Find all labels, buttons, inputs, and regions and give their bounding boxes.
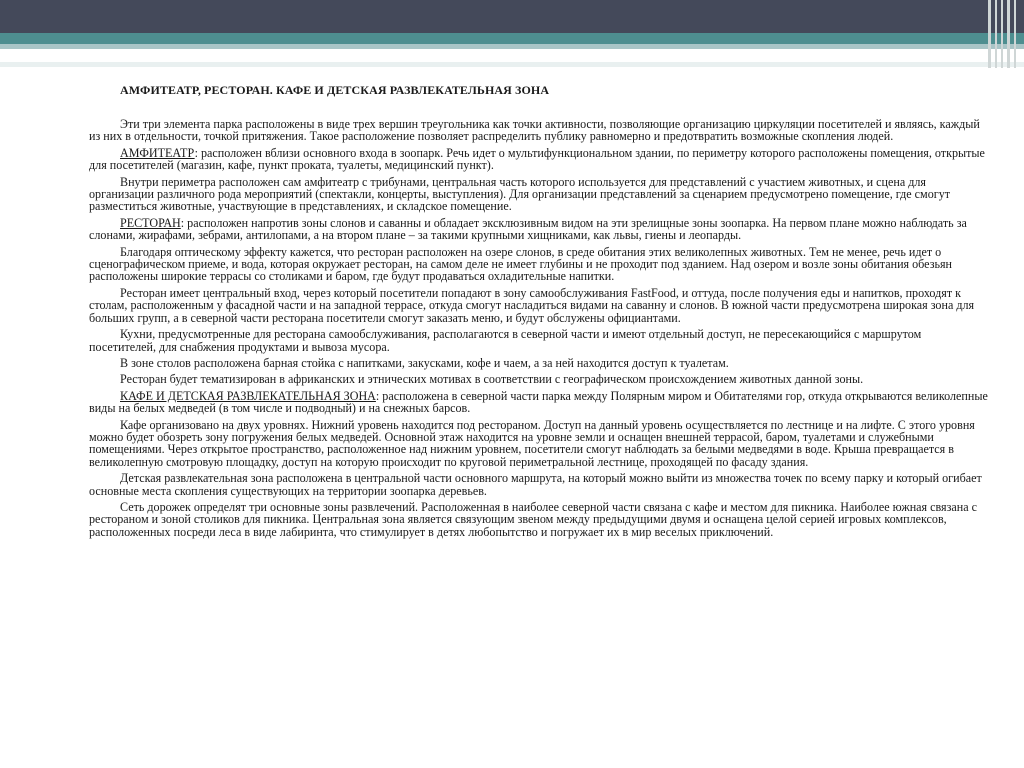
section-heading-cafe-kids-zone: КАФЕ И ДЕТСКАЯ РАЗВЛЕКАТЕЛЬНАЯ ЗОНА [120,388,376,403]
paragraph [89,373,989,385]
paragraph [89,328,989,353]
paragraph [89,472,989,497]
paragraph-text: Кафе организовано на двух уровнях. Нижний уровень находится под рестораном. Доступ на данный уровень осуществляется по лестнице и на лифте. С этого уровня можно будет обозреть зону погружения белых медведей. Основной этаж находится на уровне земли и оснащен внешней террасой, баром, туалетами и служебными помещениями. Через открытое пространство, расположенное над нижним уровнем, посетители смогут наблюдать за белыми медведями в воде. Крыша превращается в великолепную смотровую площадку, доступ на которую происходит по круговой периметральной лестнице, проходящей по фасаду здания. [89,417,975,469]
slide-content [89,80,989,542]
paragraph [89,147,989,172]
header-teal-band [0,33,1024,44]
paragraph [89,357,989,369]
paragraph-text: : расположен напротив зоны слонов и саванны и обладает эксклюзивным видом на эти зрелищные зоны зоопарка. На первом плане можно наблюдать за слонами, жирафами, зебрами, антилопами, а на втором плане – за такими крупными хищниками, как львы, гиены и леопарды. [89,215,967,243]
paragraph [89,390,989,415]
paragraph-text: Эти три элемента парка расположены в виде трех вершин треугольника как точки активности, позволяющие организацию циркуляции посетителей и являясь, каждый из них в отдельности, точкой притяжения. Такое расположение позволяет распределить публику равномерно и предотвратить возможные скопления людей. [89,117,980,144]
paragraph-text: Ресторан имеет центральный вход, через который посетители попадают в зону самообслуживания FastFood, и оттуда, после получения еды и напитков, проходят к столам, расположенным у фасадной части и на западной террасе, откуда смогут насладиться видами на саванну и слонов. В южной части предусмотрена широкая зона для больших групп, а в северной части ресторана посетители смогут заказать меню, и будут обслужены официантами. [89,285,975,325]
paragraph-text: Внутри периметра расположен сам амфитеатр с трибунами, центральная часть которого используется для представлений с участием животных, и сцена для организации различного рода мероприятий (спектакли, концерты, выступления). Для организации представлений за сценарием предусмотрено помещение, где смогут разместиться животные, участвующие в представлениях, и складское помещение. [89,174,951,214]
header-dark-bar [0,0,1024,33]
paragraph-text: В зоне столов расположена барная стойка с напитками, закусками, кофе и чаем, а за ней находится доступ к туалетам. [120,355,729,370]
paragraph-text: Благодаря оптическому эффекту кажется, что ресторан расположен на озере слонов, в среде обитания этих великолепных животных. Тем не менее, речь идет о сценографическом приеме, и вода, которая окружает ресторан, на самом деле не имеет глубины и не проходит под зданием. Над озером и возле зоны обитания обезьян расположены широкие террасы со столиками и баром, где будут продаваться охладительные напитки. [89,244,953,284]
paragraph-text: : расположена в северной части парка между Полярным миром и Обитателями гор, откуда открываются великолепные виды на белых медведей (в том числе и подводный) и на снежных барсов. [89,388,988,416]
paragraph [89,419,989,469]
header-decorative-lines [986,0,1024,68]
paragraph [89,287,989,324]
section-heading-restaurant: РЕСТОРАН [120,215,181,230]
header-light-strip [0,62,1024,67]
paragraph [89,246,989,283]
section-heading-amphitheater: АМФИТЕАТР [120,145,195,160]
paragraph-text: Кухни, предусмотренные для ресторана самообслуживания, располагаются в северной части и имеют отдельный доступ, не пересекающийся с маршрутом посетителей, для снабжения продуктами и вывоза мусора. [89,327,922,354]
paragraph-text: Ресторан будет тематизирован в африканских и этнических мотивах в соответствии с географическом происхождением животных данной зоны. [120,372,864,387]
paragraph [89,118,989,143]
paragraph [89,501,989,538]
paragraph [89,217,989,242]
slide-title: АМФИТЕАТР, РЕСТОРАН. КАФЕ И ДЕТСКАЯ РАЗВЛЕКАТЕЛЬНАЯ ЗОНА [120,83,550,97]
paragraph [89,176,989,213]
paragraph-text: : расположен вблизи основного входа в зоопарк. Речь идет о мультифункциональном здании, по периметру которого расположены помещения, открытые для посетителей (магазин, кафе, пункт проката, туалеты, медицинский пункт). [89,145,985,173]
header-pale-band [0,44,1024,49]
paragraph-text: Сеть дорожек определят три основные зоны развлечений. Расположенная в наиболее северной части связана с кафе и местом для пикника. Наиболее южная связана с рестораном и зоной столиков для пикника. Центральная зона является связующим звеном между предыдущими двумя и оснащена целой серией игровых комплексов, расположенных посреди леса в виде лабиринта, что стимулирует в детях любопытство и погружает их в мир веселых приключений. [89,499,977,539]
paragraph-text: Детская развлекательная зона расположена в центральной части основного маршрута, на который можно выйти из множества точек по всему парку и который огибает основные места скопления существующих на территории зоопарка деревьев. [89,471,982,498]
